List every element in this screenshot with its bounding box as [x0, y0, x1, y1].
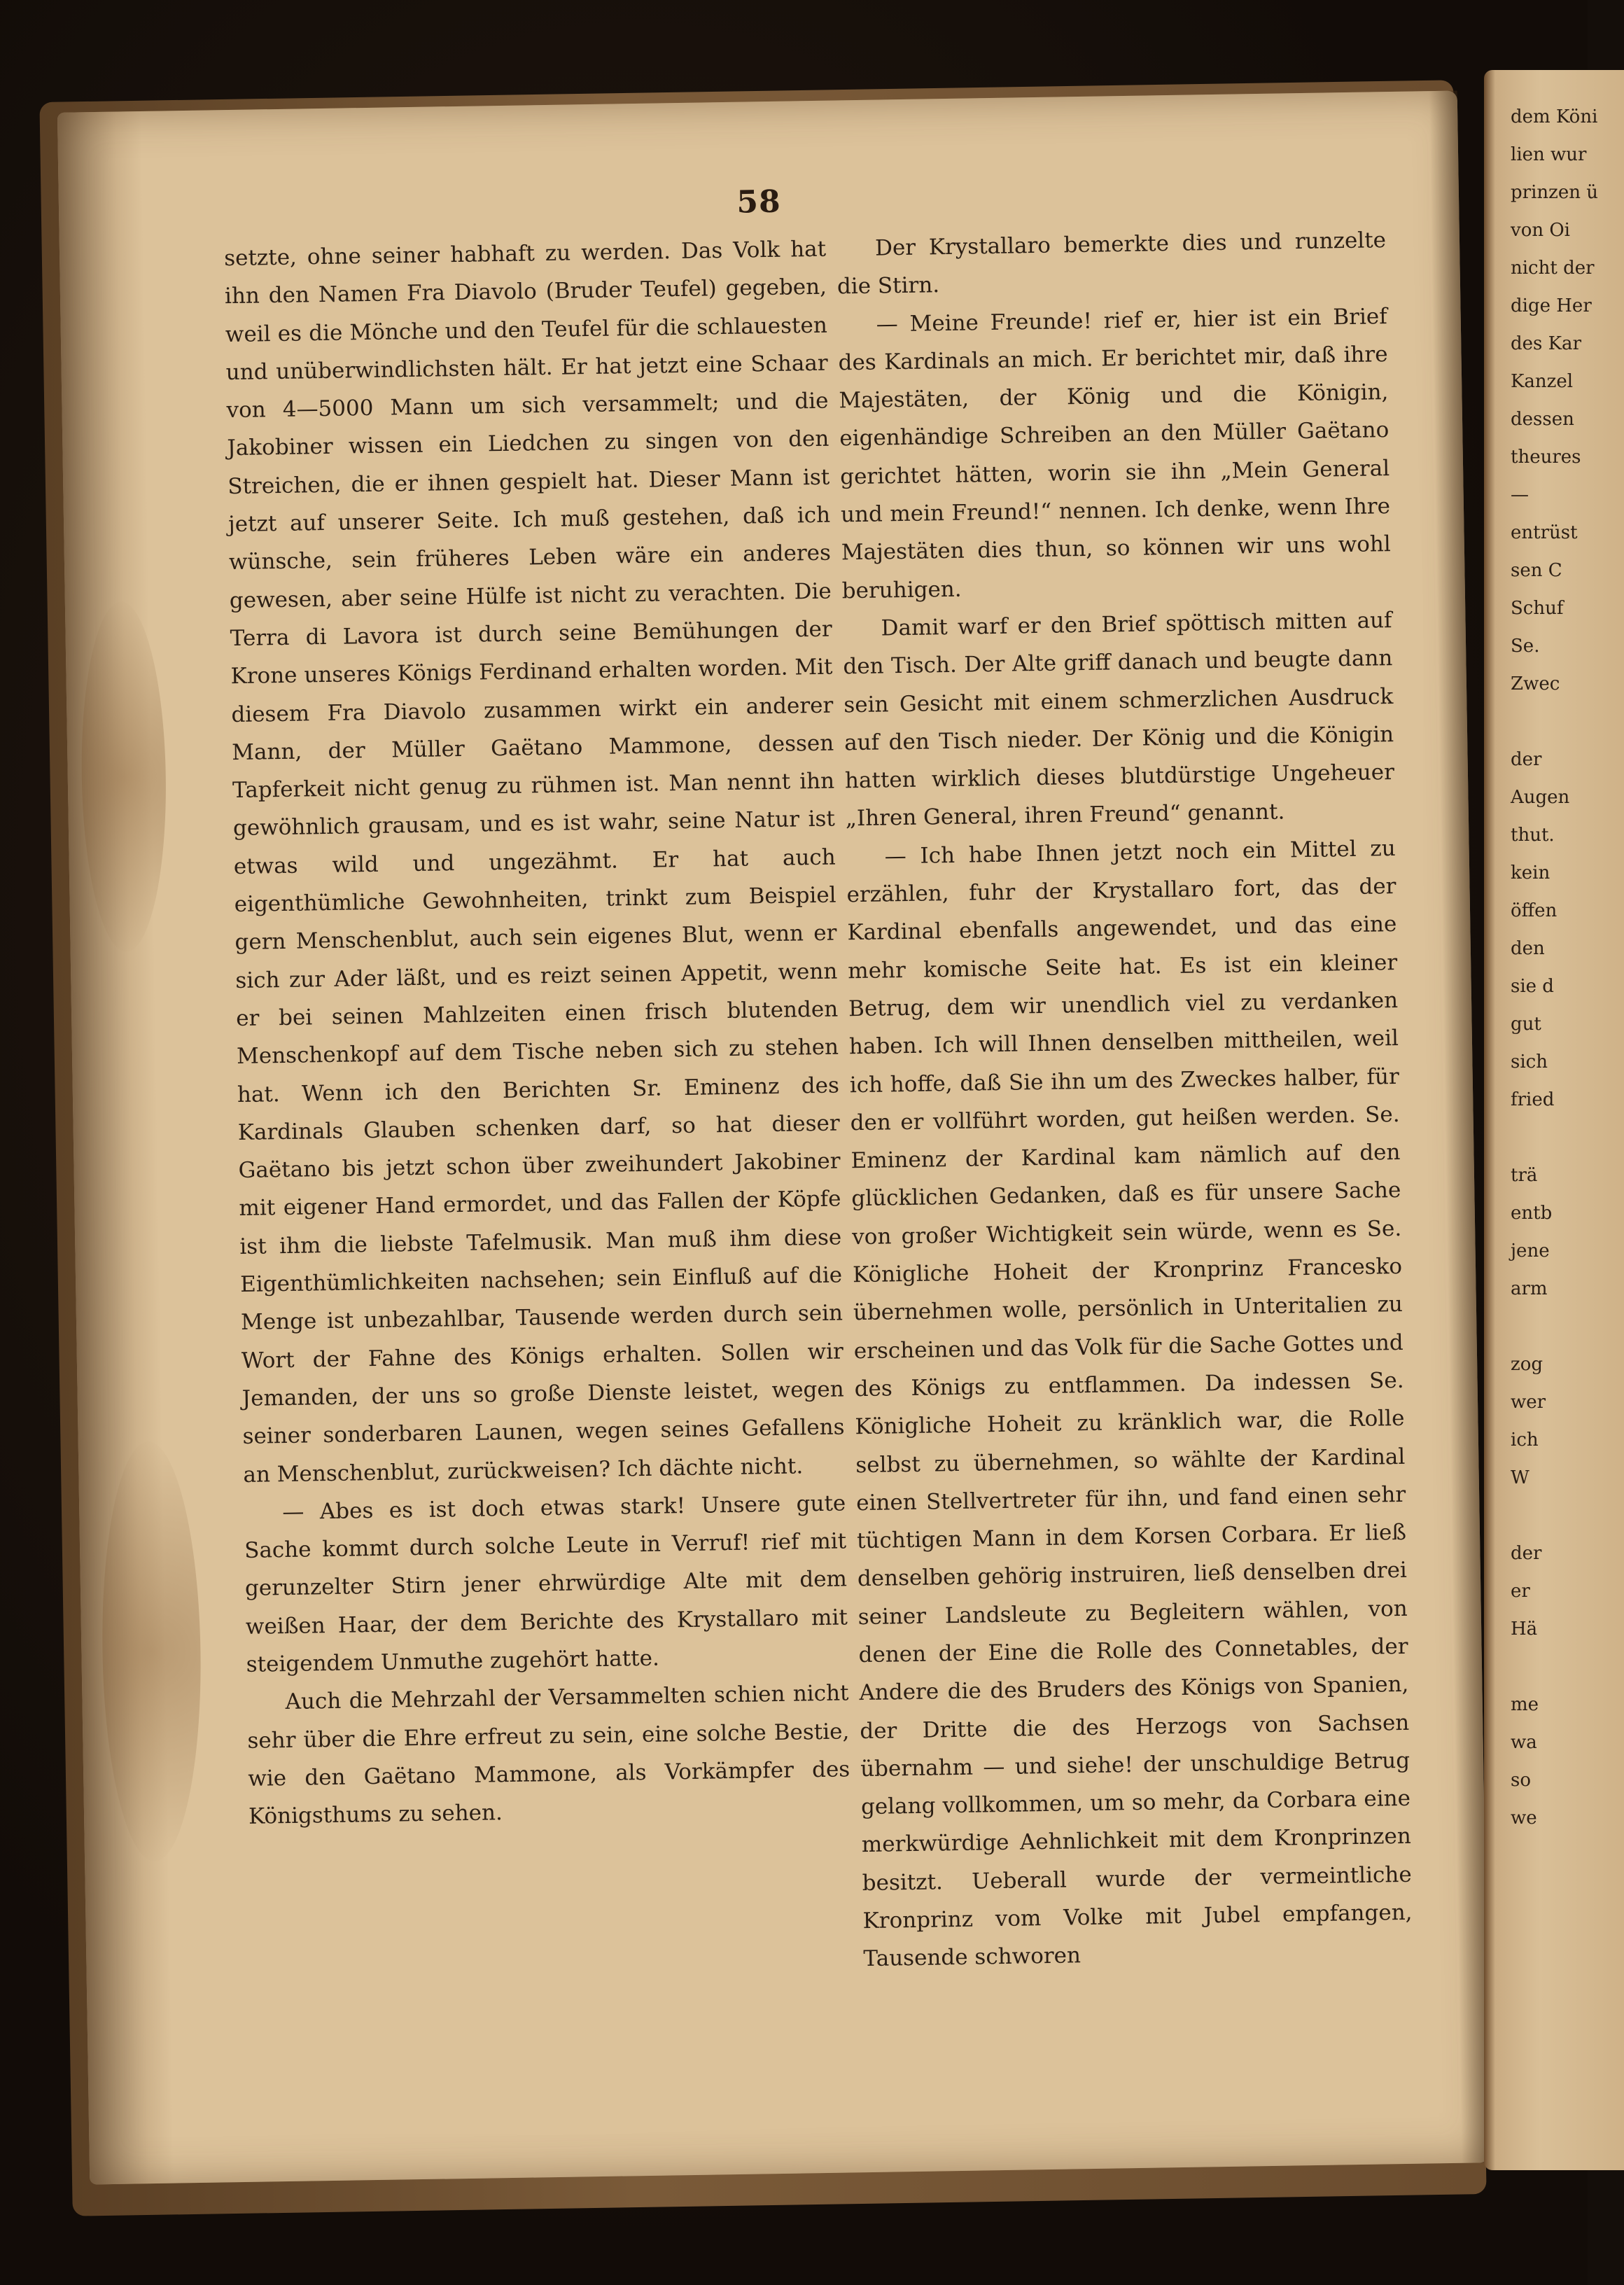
- paragraph: Damit warf er den Brief spöttisch mitten auf den Tisch. Der Alte griff danach und beugte dann sein Gesicht mit einem schmerzlichen Ausdruck auf den Tisch nieder. Der König und die Königin hatten wirklich dieses blutdürstige Ungeheuer „Ihren General, ihren Freund“ genannt.: [843, 608, 1395, 832]
- next-page-edge: [1484, 70, 1624, 2170]
- page-number: 58: [736, 183, 782, 221]
- right-text-column: [836, 221, 1413, 1978]
- next-page-fragment: dem Köni lien wur prinzen ü von Oi nicht der dige Her des Kar Kanzel dessen theures — entrüst sen C Schuf Se. Zwec der Augen thut. kein öffen den sie d gut sich fried trä entb jene arm zog wer ich W der er Hä me wa so we: [1511, 106, 1598, 1829]
- page-stain: [99, 1441, 204, 1862]
- paragraph: — Meine Freunde! rief er, hier ist ein Brief des Kardinals an mich. Er berichtet mir, daß ihre Majestäten, der König und die Königin, eigenhändige Schreiben an den Müller Gaëtano gerichtet hätten, worin sie ihn „Mein General und mein Freund!“ nennen. Ich denke, wenn Ihre Majestäten dies thun, so können wir uns wohl beruhigen.: [838, 303, 1392, 604]
- paragraph: — Ich habe Ihnen jetzt noch ein Mittel zu erzählen, fuhr der Krystallaro fort, das der Kardinal ebenfalls angewendet, und das eine mehr komische Seite hat. Es ist ein kleiner Betrug, dem wir unendlich viel zu verdanken haben. Ich will Ihnen denselben mittheilen, weil ich hoffe, daß Sie ihn um des Zweckes halber, für den er vollführt worden, gut heißen werden. Se. Eminenz der Kardinal kam nämlich auf den glücklichen Gedanken, daß es für unsere Sache von großer Wichtigkeit sein würde, wenn es Se. Königliche Hoheit der Kronprinz Francesko übernehmen wolle, persönlich in Unteritalien zu erscheinen und das Volk für die Sache Gottes und des Königs zu entflammen. Da indessen Se. Königliche Hoheit zu kränklich war, die Rolle selbst zu übernehmen, so wählte der Kardinal einen Stellvertreter für ihn, und fand einen sehr tüchtigen Mann in dem Korsen Corbara. Er ließ denselben gehörig instruiren, ließ denselben drei seiner Landsleute zu Begleitern wählen, von denen der Eine die Rolle des Connetables, der Andere die des Bruders des Königs von Spanien, der Dritte die des Herzogs von Sachsen übernahm — und siehe! der unschuldige Betrug gelang vollkommen, um so mehr, da Corbara eine merkwürdige Aehnlichkeit mit dem Kronprinzen besitzt. Ueberall wurde der vermeintliche Kronprinz vom Volke mit Jubel empfangen, Tausende schworen: [846, 835, 1413, 1972]
- left-page: [57, 90, 1490, 2184]
- paragraph: Auch die Mehrzahl der Versammelten schien nicht sehr über die Ehre erfreut zu sein, eine solche Bestie, wie den Gaëtano Mammone, als Vorkämpfer des Königsthums zu sehen.: [247, 1680, 850, 1830]
- paragraph: Der Krystallaro bemerkte dies und runzelte die Stirn.: [836, 228, 1387, 300]
- page-stain: [79, 601, 169, 953]
- page-gutter: [1429, 90, 1490, 2162]
- paragraph: — Abes es ist doch etwas stark! Unsere gute Sache kommt durch solche Leute in Verruf! rief mit gerunzelter Stirn jener ehrwürdige Alte mit dem weißen Haar, der dem Berichte des Krystallaro mit steigendem Unmuthe zugehört hatte.: [244, 1490, 848, 1677]
- left-text-column: [224, 230, 851, 1836]
- paragraph: setzte, ohne seiner habhaft zu werden. Das Volk hat ihn den Namen Fra Diavolo (Bruder Teufel) gegeben, weil es die Mönche und den Teufel für die schlauesten und unüberwindlichsten hält. Er hat jetzt eine Schaar von 4—5000 Mann um sich versammelt; und die Jakobiner wissen ein Liedchen zu singen von den Streichen, die er ihnen gespielt hat. Dieser Mann ist jetzt auf unserer Seite. Ich muß gestehen, daß ich wünsche, sein früheres Leben wäre ein anderes gewesen, aber seine Hülfe ist nicht zu verachten. Die Terra di Lavora ist durch seine Bemühungen der Krone unseres Königs Ferdinand erhalten worden. Mit diesem Fra Diavolo zusammen wirkt ein anderer Mann, der Müller Gaëtano Mammone, dessen Tapferkeit nicht genug zu rühmen ist. Man nennt ihn gewöhnlich grausam, und es ist wahr, seine Natur ist etwas wild und ungezähmt. Er hat auch eigenthümliche Gewohnheiten, trinkt zum Beispiel gern Menschenblut, auch sein eigenes Blut, wenn er sich zur Ader läßt, und es reizt seinen Appetit, wenn er bei seinen Mahlzeiten einen frisch blutenden Menschenkopf auf dem Tische neben sich zu stehen hat. Wenn ich den Berichten Sr. Eminenz des Kardinals Glauben schenken darf, so hat dieser Gaëtano bis jetzt schon über zweihundert Jakobiner mit eigener Hand ermordet, und das Fallen der Köpfe ist ihm die liebste Tafelmusik. Man muß ihm diese Eigenthümlichkeiten nachsehen; sein Einfluß auf die Menge ist unbezahlbar, Tausende werden durch sein Wort der Fahne des Königs erhalten. Sollen wir Jemanden, der uns so große Dienste leistet, wegen seiner sonderbaren Launen, wegen seines Gefallens an Menschenblut, zurückweisen? Ich dächte nicht.: [223, 236, 845, 1488]
